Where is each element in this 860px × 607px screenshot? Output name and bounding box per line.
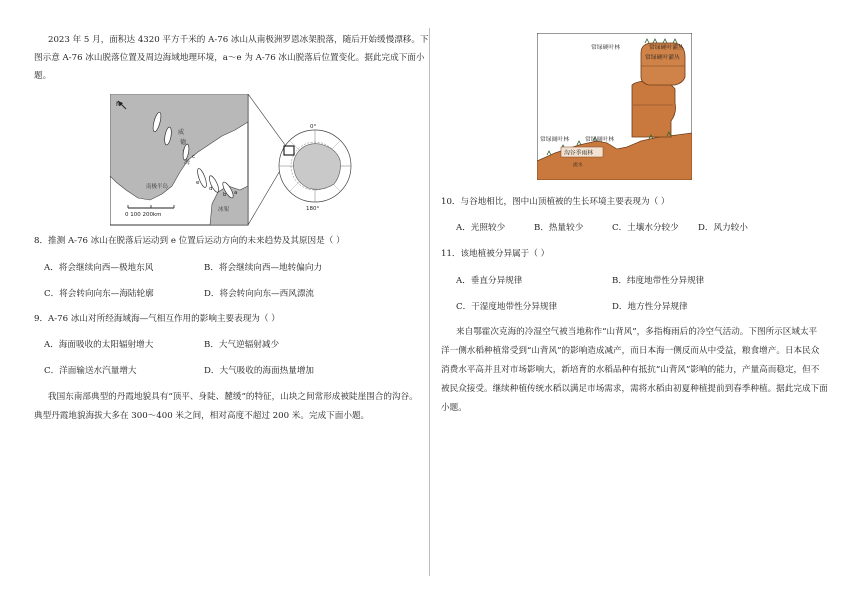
intro2-line-2: 典型丹霞地貌海拔大多在 300～400 米之间，相对高度不超过 200 米。完成下面小题。: [34, 411, 370, 421]
q11-option-d[interactable]: D．地方性分异规律: [612, 302, 688, 312]
label-valley: 沟谷季雨林: [564, 150, 593, 157]
q10-option-b[interactable]: B．热量较少: [534, 223, 584, 233]
q8-option-d[interactable]: D．将会转向向东—西风漂流: [204, 289, 315, 299]
q10-option-a[interactable]: A．光照较少: [456, 223, 506, 233]
label-top-left: 常绿硬叶林: [591, 45, 620, 51]
point-label-a: a: [234, 190, 238, 196]
label-stream: 流水: [573, 163, 583, 168]
sea-char-1: 威: [178, 129, 185, 136]
peninsula-label: 南极半岛: [146, 184, 169, 190]
q8-option-c[interactable]: C．将会转向向东—海陆轮廓: [44, 289, 154, 299]
q9-option-c[interactable]: C．洋面输送水汽量增大: [44, 366, 137, 376]
intro3-line-1: 来自鄂霍次克海的冷湿空气被当地称作“山背风”，多指梅雨后的冷空气活动。下图所示区域太平: [456, 327, 818, 337]
q9-option-d[interactable]: D．大气吸收的海面热量增加: [204, 366, 315, 376]
q9-stem: 9．A-76 冰山对所经海域海—气相互作用的影响主要表现为（ ）: [34, 314, 280, 324]
intro-line-1: 2023 年 5 月，面积达 4320 平方千米的 A-76 冰山从南极洲罗恩冰架脱落，随后开始缓慢漂移。下: [48, 35, 429, 45]
q11-option-c[interactable]: C．干湿度地带性分异规律: [456, 302, 558, 312]
label-bottom-left: 常绿阔叶林: [540, 137, 569, 143]
antarctica-inset: [279, 130, 351, 202]
point-label-d: d: [209, 186, 213, 192]
label-bottom-mid: 常绿阔叶林: [585, 137, 614, 143]
point-label-b: b: [223, 192, 227, 198]
ice-shelf-label: 冰架: [218, 207, 230, 213]
q10-stem: 10．与谷地相比，图中山顶植被的生长环境主要表现为（ ）: [441, 197, 670, 207]
sea-char-4: 海: [184, 159, 191, 166]
label-mid-right: 常绿硬叶灌丛: [645, 55, 680, 61]
q10-option-d[interactable]: D．风力较小: [698, 223, 748, 233]
intro3-line-2: 洋一侧水稻种植常受到“山背风”的影响造成减产，而日本海一侧反而从中受益，粮食增产。日本民众: [441, 346, 820, 356]
column-divider: [429, 28, 430, 576]
inset-label-180deg: 180°: [306, 206, 320, 212]
point-label-c: c: [192, 154, 196, 160]
intro-line-2: 图示意 A-76 冰山脱落位置及周边海域地理环境，a～e 为 A-76 冰山脱落后位置变化。据此完成下面小: [34, 53, 425, 63]
q8-option-a[interactable]: A．将会继续向西—极地东风: [44, 263, 154, 273]
q11-option-a[interactable]: A．垂直分异规律: [456, 276, 523, 286]
scale-label: 0 100 200km: [125, 212, 162, 218]
point-label-e: e: [196, 180, 200, 186]
intro3-line-4: 被民众接受。继续种植传统水稻以满足市场需求，需将水稻由初夏种植提前到春季种植。据此完成下面: [441, 384, 828, 394]
cliff-body-lower: [632, 81, 676, 137]
north-label: N: [116, 101, 121, 108]
intro-line-3: 题。: [34, 71, 52, 81]
danxia-cliff-figure: [537, 33, 692, 180]
label-top-right: 常绿硬叶灌丛: [649, 45, 684, 51]
q10-option-c[interactable]: C．土壤水分较少: [612, 223, 679, 233]
q11-stem: 11．该地植被分异属于（ ）: [441, 249, 550, 259]
connector-line-top: [248, 94, 288, 149]
q9-option-a[interactable]: A．海面吸收的太阳辐射增大: [44, 340, 154, 350]
iceberg-map-figure: [110, 94, 355, 229]
intro3-line-3: 消费水平高并且对市场影响大，新培育的水稻品种有抵抗“山背风”影响的能力，产量高而稳定，但不: [441, 365, 820, 375]
q11-option-b[interactable]: B．纬度地带性分异规律: [612, 276, 705, 286]
q8-stem: 8．推测 A-76 冰山在脱落后运动到 e 位置后运动方向的未来趋势及其原因是（ ）: [34, 236, 345, 246]
q8-option-b[interactable]: B．将会继续向西—地转偏向力: [204, 263, 323, 273]
sea-char-2: 德: [180, 139, 187, 146]
intro2-line-1: 我国东南部典型的丹霞地貌具有“顶平、身陡、麓缓”的特征，山块之间常形成被陡崖围合的沟谷。: [48, 392, 418, 402]
intro3-line-5: 小题。: [441, 403, 467, 413]
inset-label-0deg: 0°: [310, 124, 317, 130]
q9-option-b[interactable]: B．大气逆辐射减少: [204, 340, 280, 350]
